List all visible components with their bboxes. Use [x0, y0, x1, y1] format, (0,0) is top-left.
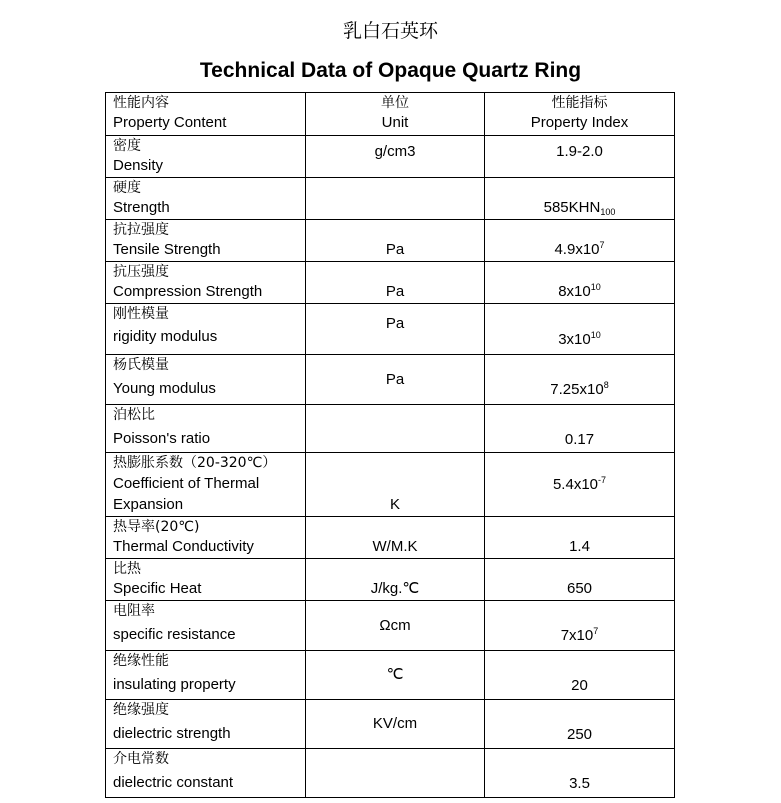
property-name-cn: 热导率(20℃): [113, 519, 200, 535]
index-cell: [485, 453, 675, 517]
property-cell: [106, 136, 306, 178]
unit-cell: [306, 651, 485, 700]
property-cell: [106, 405, 306, 453]
index-exponent: 7: [593, 626, 599, 636]
index-value: 7x10: [560, 627, 594, 644]
index-cell: [485, 304, 675, 355]
property-cell: [106, 517, 306, 559]
index-exponent: -7: [598, 474, 607, 485]
property-name-en: specific resistance: [113, 626, 236, 643]
header-property-cell: [106, 93, 306, 136]
table-row: [106, 651, 675, 700]
index-value: 7.25x10: [550, 381, 604, 398]
header-property-en: Property Content: [113, 114, 227, 131]
index-cell: [485, 355, 675, 405]
index-cell: [485, 405, 675, 453]
property-name-cn: 刚性模量: [113, 306, 169, 322]
index-cell: [485, 517, 675, 559]
index-value: 0.17: [564, 431, 595, 448]
property-name-en: dielectric constant: [113, 774, 234, 791]
index-exponent: 8: [603, 380, 609, 390]
unit-cell: [306, 355, 485, 405]
property-name-cn: 杨氏模量: [113, 357, 169, 373]
unit-cell: [306, 178, 485, 220]
index-value: 585KHN: [543, 199, 601, 216]
table-row: [106, 601, 675, 651]
property-name-cn: 绝缘强度: [113, 702, 169, 718]
unit-cell: [306, 601, 485, 651]
table-row: [106, 178, 675, 220]
table-row: [106, 749, 675, 798]
property-name-cn: 介电常数: [113, 751, 169, 767]
unit-cell: [306, 517, 485, 559]
unit-cell: [306, 453, 485, 517]
index-cell: [485, 651, 675, 700]
property-name-cn: 抗拉强度: [113, 222, 169, 238]
property-cell: [106, 700, 306, 749]
unit-value: Pa: [385, 370, 405, 388]
unit-cell: [306, 559, 485, 601]
index-value: 1.4: [569, 538, 590, 555]
property-cell: [106, 220, 306, 262]
property-name-en: Tensile Strength: [113, 241, 221, 258]
technical-data-table: [105, 92, 675, 798]
property-name-cn: 热膨胀系数（20-320℃）: [113, 455, 277, 471]
property-name-cn: 绝缘性能: [113, 653, 169, 669]
property-name-en: rigidity modulus: [113, 328, 218, 345]
table-row: [106, 405, 675, 453]
header-unit-en: Unit: [381, 114, 409, 131]
property-name-en: dielectric strength: [113, 725, 231, 742]
index-value: 250: [566, 726, 593, 743]
index-value: 650: [566, 580, 593, 597]
index-cell: [485, 749, 675, 798]
unit-value: Pa: [385, 283, 405, 300]
property-name-cn: 硬度: [113, 180, 141, 196]
index-value: 1.9-2.0: [556, 142, 603, 160]
table-row: [106, 304, 675, 355]
index-value: 20: [571, 677, 588, 694]
table-row: [106, 453, 675, 517]
property-name-cn: 比热: [113, 561, 141, 577]
index-cell: [485, 262, 675, 304]
header-index-cell: [485, 93, 675, 136]
property-name-cn: 密度: [113, 138, 141, 154]
unit-value: Pa: [385, 241, 405, 258]
unit-value: ℃: [386, 666, 404, 683]
index-subscript: 100: [600, 207, 616, 217]
property-cell: [106, 749, 306, 798]
unit-cell: [306, 262, 485, 304]
property-cell: [106, 178, 306, 220]
property-name-en: Density: [113, 157, 164, 174]
index-exponent: 7: [599, 240, 605, 250]
header-index-cn: 性能指标: [551, 95, 608, 111]
index-value: 4.9x10: [554, 241, 600, 258]
unit-value: Pa: [385, 315, 405, 332]
unit-cell: [306, 700, 485, 749]
property-name-cn: 抗压强度: [113, 264, 169, 280]
property-name-en: Strength: [113, 199, 170, 216]
property-name-cn: 泊松比: [113, 407, 155, 423]
property-name-en: Coefficient of Thermal Expansion: [113, 475, 260, 513]
unit-cell: [306, 405, 485, 453]
index-value: 8x10: [558, 283, 591, 300]
index-exponent: 10: [590, 330, 601, 340]
header-unit-cn: 单位: [381, 95, 409, 111]
index-cell: [485, 559, 675, 601]
unit-value: Ωcm: [379, 616, 411, 634]
unit-cell: [306, 749, 485, 798]
table-row: [106, 700, 675, 749]
table-row: [106, 262, 675, 304]
property-name-en: Poisson's ratio: [113, 430, 211, 447]
property-name-en: insulating property: [113, 676, 236, 693]
index-value: 3.5: [569, 775, 590, 792]
table-header-row: [106, 93, 675, 136]
property-name-en: Compression Strength: [113, 283, 263, 300]
header-index-en: Property Index: [530, 114, 629, 131]
index-value: 5.4x10: [552, 475, 599, 493]
property-name-en: Young modulus: [113, 380, 216, 397]
unit-value: K: [389, 496, 400, 513]
table-row: [106, 355, 675, 405]
property-name-cn: 电阻率: [113, 603, 155, 619]
table-row: [106, 136, 675, 178]
unit-cell: [306, 220, 485, 262]
header-unit-cell: [306, 93, 485, 136]
table-row: [106, 517, 675, 559]
property-cell: [106, 559, 306, 601]
property-cell: [106, 262, 306, 304]
document-title: Technical Data of Opaque Quartz Ring: [199, 59, 582, 82]
unit-value: W/M.K: [372, 538, 418, 555]
index-cell: [485, 136, 675, 178]
property-cell: [106, 651, 306, 700]
property-name-en: Specific Heat: [113, 580, 202, 597]
unit-value: J/kg.℃: [370, 580, 420, 597]
index-value: 3x10: [558, 331, 591, 348]
index-cell: [485, 601, 675, 651]
unit-cell: [306, 304, 485, 355]
table-row: [106, 220, 675, 262]
table-row: [106, 559, 675, 601]
property-name-en: Thermal Conductivity: [113, 538, 254, 555]
index-exponent: 10: [590, 282, 601, 292]
index-cell: [485, 700, 675, 749]
property-cell: [106, 601, 306, 651]
header-property-cn: 性能内容: [113, 95, 169, 111]
document-title-chinese: 乳白石英环: [342, 20, 438, 42]
unit-value: KV/cm: [372, 715, 418, 732]
property-cell: [106, 355, 306, 405]
unit-cell: [306, 136, 485, 178]
unit-value: g/cm3: [374, 142, 416, 160]
index-cell: [485, 220, 675, 262]
property-cell: [106, 453, 306, 517]
index-cell: [485, 178, 675, 220]
property-cell: [106, 304, 306, 355]
